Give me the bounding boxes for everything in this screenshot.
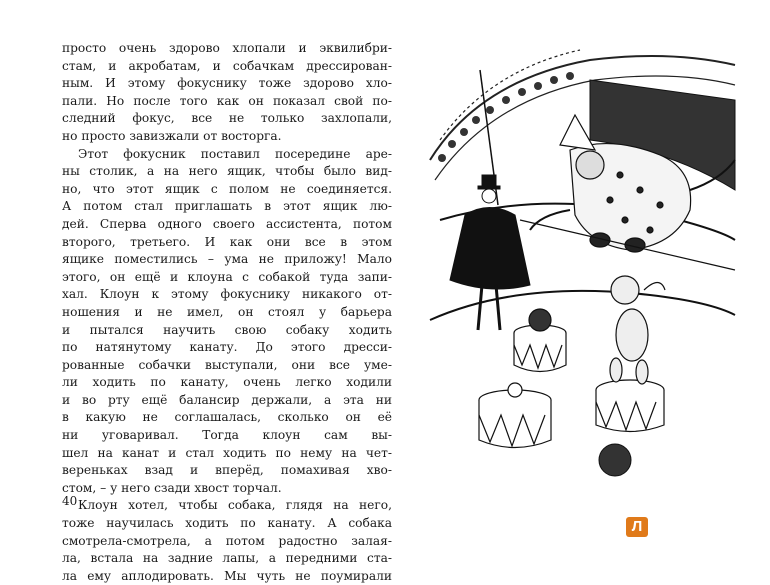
text-line: тоже научилась ходить по канату. А собака xyxy=(62,516,392,531)
text-line: смотрела-смотрела, а потом радостно залая- xyxy=(62,533,392,548)
text-line: и во рту ещё балансир держали, а эта ни xyxy=(62,392,392,407)
text-line: ным. И этому фокуснику тоже здорово хло- xyxy=(62,76,392,91)
text-line: шел на канат и стал ходить по нему на чет- xyxy=(62,445,392,460)
pedestal-right xyxy=(596,380,664,432)
page-number: 40 xyxy=(62,494,78,508)
body-text xyxy=(62,40,392,585)
text-line: ли ходить по канату, очень легко ходили xyxy=(62,375,392,390)
text-line: ящике поместились – ума не приложу! Мало xyxy=(62,252,392,267)
text-line: но, что этот ящик с полом не соединяется. xyxy=(62,181,392,196)
text-line: ла, встала на задние лапы, а передними ста- xyxy=(62,551,392,566)
text-line: хал. Клоун к этому фокуснику никакого от- xyxy=(62,287,392,302)
text-line: А потом стал приглашать в этот ящик лю- xyxy=(62,199,392,214)
text-line: ны столик, а на него ящик, чтобы было вид- xyxy=(62,164,392,179)
text-line: просто очень здорово хлопали и эквилибри- xyxy=(62,41,392,55)
poodle xyxy=(610,276,665,384)
publisher-logo: Л xyxy=(626,517,648,537)
ball-bottom xyxy=(599,444,631,476)
text-line: в какую не соглашалась, сколько он её xyxy=(62,410,392,425)
pedestal-center xyxy=(479,383,551,448)
text-line: ла ему аплодировать. Мы чуть не поумирали xyxy=(62,568,392,583)
text-line: стам, и акробатам, и собачкам дрессирован- xyxy=(62,58,392,73)
pedestal-left xyxy=(514,309,566,372)
text-line: следний фокус, все не только захлопали, xyxy=(62,111,392,126)
text-line: этого, он ещё и клоуна с собакой туда запи- xyxy=(62,269,392,284)
text-line: по натянутому канату. До этого дресси- xyxy=(62,340,392,355)
text-line: пали. Но после того как он показал свой по- xyxy=(62,93,392,108)
text-line: рованные собачки выступали, они все уме- xyxy=(62,357,392,372)
text-line: дей. Сперва одного своего ассистента, потом xyxy=(62,216,392,231)
text-line: вереньках взад и вперёд, помахивая хво- xyxy=(62,463,392,478)
text-line: но просто завизжали от восторга. xyxy=(62,128,282,143)
circus-illustration xyxy=(420,40,740,505)
text-line: ни уговаривал. Тогда клоун сам вы- xyxy=(62,428,392,443)
text-line: Клоун хотел, чтобы собака, глядя на него, xyxy=(78,498,392,513)
text-line: и пытался научить свою собаку ходить xyxy=(62,322,392,337)
text-line: стом, – у него сзади хвост торчал. xyxy=(62,480,282,495)
text-line: второго, третьего. И как они все в этом xyxy=(62,234,392,249)
crowd-heads xyxy=(438,72,574,162)
text-line: ношения и не имел, он стоял у барьера xyxy=(62,304,392,319)
text-line: Этот фокусник поставил посередине аре- xyxy=(78,146,392,161)
